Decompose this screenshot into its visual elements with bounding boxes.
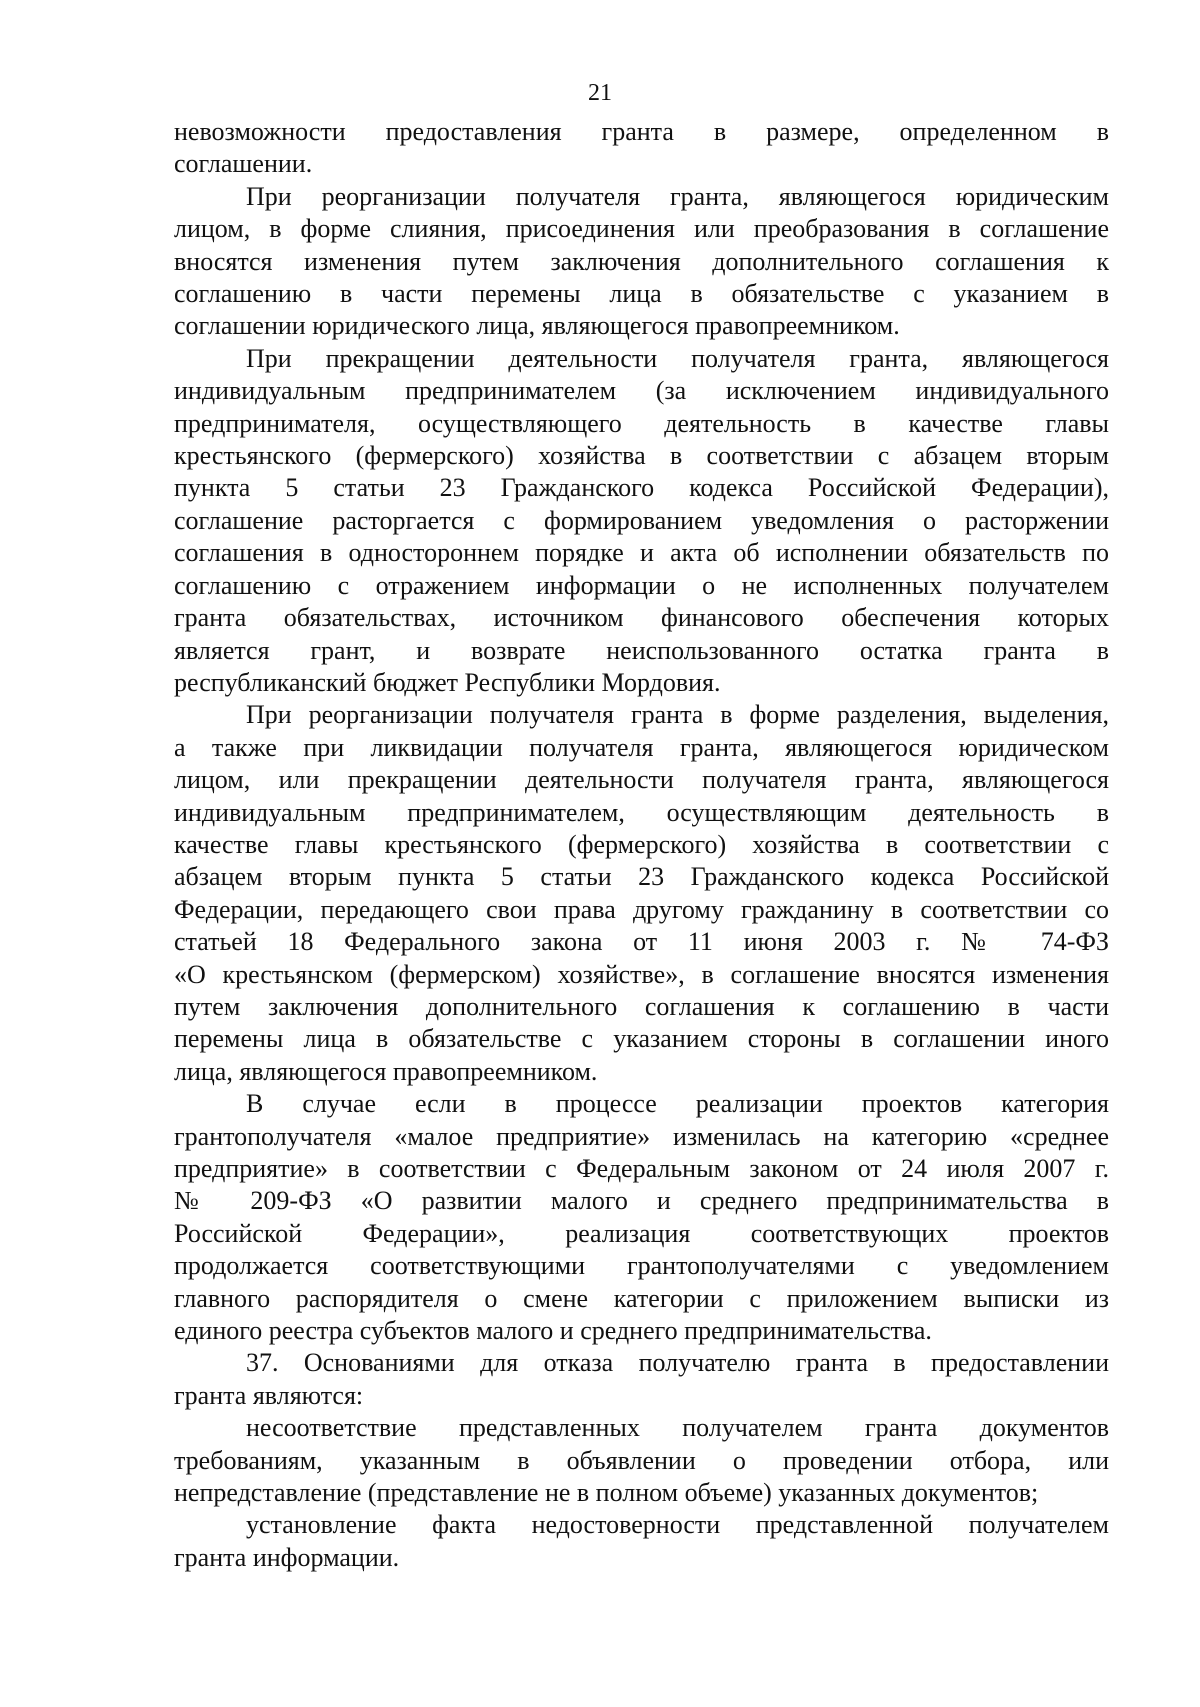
- text-line: гранта информации.: [174, 1542, 400, 1572]
- paragraph: [174, 699, 1109, 1088]
- paragraph: [174, 343, 1109, 699]
- text-line: пункта 5 статьи 23 Гражданского кодекса Российской Федерации),: [174, 473, 1109, 503]
- document-body: [174, 116, 1109, 1574]
- text-line: Федерации, передающего свои права другому гражданину в соответствии со: [174, 894, 1109, 924]
- text-line: лицом, в форме слияния, присоединения или преобразования в соглашение: [174, 214, 1109, 244]
- text-line: индивидуальным предпринимателем, осуществляющим деятельность в: [174, 797, 1109, 827]
- text-line: качестве главы крестьянского (фермерского) хозяйства в соответствии с: [174, 829, 1109, 859]
- text-line: соглашение расторгается с формированием уведомления о расторжении: [174, 505, 1109, 535]
- text-line: а также при ликвидации получателя гранта, являющегося юридическом: [174, 732, 1109, 762]
- text-line: невозможности предоставления гранта в размере, определенном в: [174, 117, 1109, 146]
- text-line: Российской Федерации», реализация соответствующих проектов: [174, 1218, 1109, 1248]
- text-line: гранта являются:: [174, 1380, 364, 1410]
- text-line: требованиям, указанным в объявлении о проведении отбора, или: [174, 1445, 1109, 1475]
- paragraph: [174, 181, 1109, 343]
- text-line: вносятся изменения путем заключения дополнительного соглашения к: [174, 246, 1109, 276]
- text-line: соглашению в части перемены лица в обязательстве с указанием в: [174, 279, 1109, 309]
- text-line: статьей 18 Федерального закона от 11 июня 2003 г. № 74-ФЗ: [174, 927, 1109, 957]
- text-line: В случае если в процессе реализации проектов категория: [246, 1089, 1109, 1119]
- text-line: соглашения в одностороннем порядке и акта об исполнении обязательств по: [174, 538, 1109, 568]
- paragraph: [174, 1509, 1109, 1574]
- text-line: лица, являющегося правопреемником.: [174, 1056, 598, 1086]
- paragraph: [174, 1088, 1109, 1347]
- text-line: индивидуальным предпринимателем (за исключением индивидуального: [174, 376, 1109, 406]
- text-line: республиканский бюджет Республики Мордовия.: [174, 667, 721, 697]
- text-line: гранта обязательствах, источником финансового обеспечения которых: [174, 603, 1109, 633]
- text-line: предпринимателя, осуществляющего деятельность в качестве главы: [174, 408, 1109, 438]
- text-line: продолжается соответствующими грантополучателями с уведомлением: [174, 1251, 1109, 1281]
- text-line: абзацем вторым пункта 5 статьи 23 Гражданского кодекса Российской: [174, 862, 1109, 892]
- paragraph: [174, 1347, 1109, 1412]
- text-line: При реорганизации получателя гранта в форме разделения, выделения,: [246, 700, 1109, 730]
- page-number: 21: [588, 80, 612, 106]
- text-line: «О крестьянском (фермерском) хозяйстве», в соглашение вносятся изменения: [174, 959, 1109, 989]
- text-line: При прекращении деятельности получателя гранта, являющегося: [246, 343, 1109, 373]
- text-line: установление факта недостоверности представленной получателем: [246, 1510, 1109, 1540]
- text-line: соглашении юридического лица, являющегося правопреемником.: [174, 311, 900, 341]
- text-line: несоответствие представленных получателем гранта документов: [246, 1413, 1109, 1443]
- text-line: единого реестра субъектов малого и среднего предпринимательства.: [174, 1316, 932, 1346]
- paragraph: [174, 1412, 1109, 1509]
- text-line: грантополучателя «малое предприятие» изменилась на категорию «среднее: [174, 1121, 1109, 1151]
- text-line: путем заключения дополнительного соглашения к соглашению в части: [174, 991, 1109, 1021]
- text-line: лицом, или прекращении деятельности получателя гранта, являющегося: [174, 765, 1109, 795]
- text-line: непредставление (представление не в полном объеме) указанных документов;: [174, 1478, 1039, 1508]
- text-line: соглашении.: [174, 149, 313, 179]
- text-line: главного распорядителя о смене категории с приложением выписки из: [174, 1283, 1109, 1313]
- paragraph: [174, 116, 1109, 181]
- text-line: № 209-ФЗ «О развитии малого и среднего предпринимательства в: [174, 1186, 1109, 1216]
- text-line: перемены лица в обязательстве с указанием стороны в соглашении иного: [174, 1024, 1109, 1054]
- text-line: крестьянского (фермерского) хозяйства в соответствии с абзацем вторым: [174, 441, 1109, 471]
- text-line: соглашению с отражением информации о не исполненных получателем: [174, 570, 1109, 600]
- text-line: является грант, и возврате неиспользованного остатка гранта в: [174, 635, 1109, 665]
- text-line: 37. Основаниями для отказа получателю гранта в предоставлении: [246, 1348, 1109, 1378]
- text-line: При реорганизации получателя гранта, являющегося юридическим: [246, 181, 1109, 211]
- text-line: предприятие» в соответствии с Федеральным законом от 24 июля 2007 г.: [174, 1154, 1109, 1183]
